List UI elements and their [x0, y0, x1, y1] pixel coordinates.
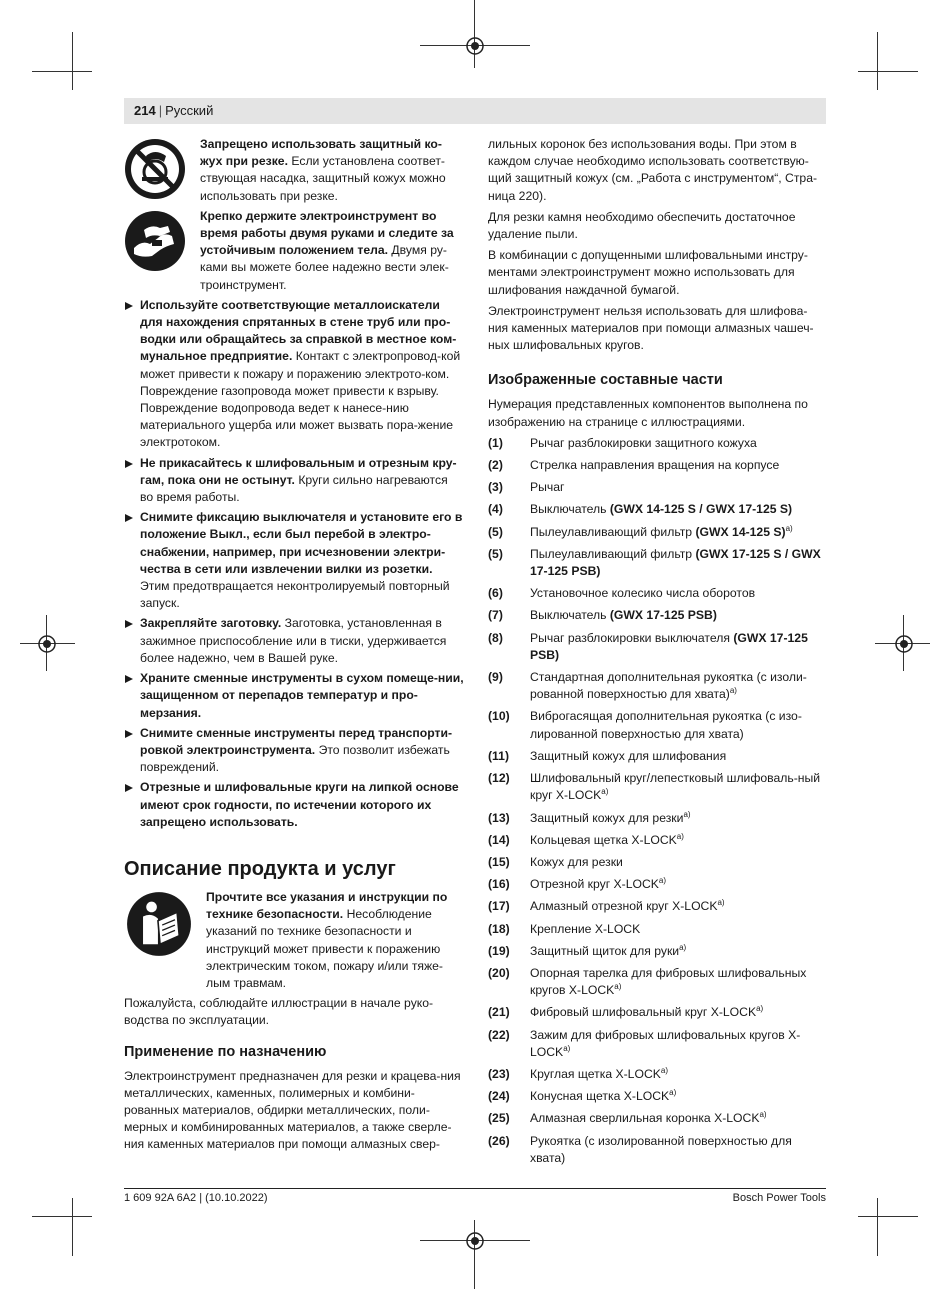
bullet-bold-text: Снимите фиксацию выключателя и установите его в положение Выкл., если был перебой в электро-снабжении, например, при исчезновении электри-чества в сети или извлечении вилки из розетки. — [140, 510, 463, 576]
component-model: (GWX 17-125 PSB) — [609, 608, 717, 623]
component-item — [488, 748, 826, 765]
list-item — [124, 670, 464, 722]
bullet-text: Этим предотвращается неконтролируемый повторный запуск. — [140, 579, 450, 611]
component-label — [530, 770, 826, 804]
component-item — [488, 876, 826, 893]
footnote-marker: a) — [669, 1088, 677, 1098]
registration-mark-icon — [35, 632, 59, 656]
component-item — [488, 435, 826, 452]
list-item — [124, 455, 464, 507]
component-text: Выключатель — [530, 608, 610, 623]
warning-two-hands — [124, 208, 464, 294]
component-label — [530, 708, 826, 742]
component-text: Пылеулавливающий фильтр — [530, 524, 696, 539]
component-number: (12) — [488, 771, 510, 786]
bullet-bold-text: Закрепляйте заготовку. — [140, 616, 282, 631]
component-item — [488, 457, 826, 474]
component-number: (21) — [488, 1005, 510, 1020]
list-item — [124, 725, 464, 777]
component-text: Защитный щиток для руки — [530, 943, 680, 958]
component-item — [488, 770, 826, 804]
component-text: Стандартная дополнительная рукоятка (с изоли-рованной поверхностью для хвата) — [530, 670, 807, 702]
footnote-marker: a) — [717, 898, 725, 908]
component-text: Фибровый шлифовальный круг X-LOCK — [530, 1005, 757, 1020]
component-label — [530, 435, 826, 452]
footer-rule — [124, 1188, 826, 1189]
footer-brand: Bosch Power Tools — [732, 1192, 826, 1204]
list-item — [124, 779, 464, 831]
component-model: (GWX 17-125 S / GWX 17-125 PSB) — [530, 546, 821, 579]
component-label — [530, 501, 826, 518]
component-number: (7) — [488, 608, 503, 623]
component-number: (4) — [488, 502, 503, 517]
component-item — [488, 943, 826, 960]
bullet-text: Это позволит избежать повреждений. — [140, 742, 450, 775]
component-number: (5) — [488, 546, 503, 561]
component-label — [530, 669, 826, 703]
component-number: (8) — [488, 630, 503, 645]
footnote-marker: a) — [729, 686, 737, 696]
component-number: (11) — [488, 748, 510, 763]
footnote-marker: a) — [676, 831, 684, 841]
component-label — [530, 1066, 826, 1083]
component-item — [488, 501, 826, 518]
component-number: (19) — [488, 943, 510, 958]
bullet-bold-text: Не прикасайтесь к шлифовальным и отрезным кру-гам, пока они не остынут. — [140, 455, 457, 487]
crop-mark — [32, 1216, 92, 1217]
footnote-marker: a) — [756, 1004, 764, 1014]
registration-mark-icon — [892, 632, 916, 656]
footnote-marker: a) — [601, 787, 609, 797]
bullet-bold-text: Используйте соответствующие металлоискатели для нахождения спрятанных в стене труб или про-водки или обращайтесь за справкой в местное ком-мунальное предприятие. — [140, 297, 457, 364]
footnote-marker: a) — [658, 876, 667, 886]
component-text: Рукоятка (с изолированной поверхностью для хвата) — [530, 1133, 792, 1165]
components-title: Изображенные составные части — [488, 372, 723, 389]
component-text: Защитный кожух для шлифования — [530, 748, 727, 763]
component-label — [530, 832, 826, 849]
component-number: (24) — [488, 1089, 510, 1104]
component-label — [530, 1027, 826, 1061]
component-item — [488, 810, 826, 827]
component-item — [488, 921, 826, 938]
component-number: (14) — [488, 832, 510, 847]
footer-doc-id: 1 609 92A 6A2 | (10.10.2022) — [124, 1192, 268, 1204]
component-model: (GWX 14-125 S) — [695, 524, 786, 539]
component-text: Рычаг разблокировки выключателя — [530, 630, 734, 645]
read-manual-icon — [126, 891, 192, 957]
component-item — [488, 669, 826, 703]
paragraph: Электроинструмент нельзя использовать для шлифова-ния каменных материалов при помощи алмазных чашеч-ных шлифовальных кругов. — [488, 303, 814, 353]
footnote-marker: a) — [785, 523, 793, 533]
component-item — [488, 1027, 826, 1061]
bullet-text: Контакт с электропровод-кой может привести к пожару и поражению электрото-ком. Повреждение газопровода может привести к взрыву. Повреждение водопровода ведет к нанесе-нию материального ущерба или может вызвать пора-жение электротоком. — [140, 349, 461, 450]
list-item — [124, 615, 464, 667]
component-label — [530, 1133, 826, 1167]
footnote-marker: a) — [660, 1065, 668, 1075]
component-text: Зажим для фибровых шлифовальных кругов X-LOCK — [530, 1027, 801, 1059]
component-item — [488, 1133, 826, 1167]
intended-use-title: Применение по назначению — [124, 1043, 327, 1060]
page-number: 214 — [134, 103, 156, 118]
registration-mark-icon — [463, 1229, 487, 1253]
footnote-marker: a) — [563, 1043, 571, 1053]
component-model: (GWX 14-125 S / GWX 17-125 S) — [609, 502, 793, 517]
component-number: (13) — [488, 810, 510, 825]
bullet-bold-text: Храните сменные инструменты в сухом помеще-нии, защищенном от перепадов температур и про-мерзания. — [140, 671, 464, 720]
footnote-marker: a) — [614, 982, 622, 992]
component-item — [488, 585, 826, 602]
component-item — [488, 546, 826, 580]
component-text: Кольцевая щетка X-LOCK — [530, 832, 677, 847]
component-item — [488, 854, 826, 871]
component-text: Отрезной круг X-LOCK — [530, 877, 659, 892]
component-text: Алмазная сверлильная коронка X-LOCK — [530, 1111, 760, 1126]
component-number: (17) — [488, 899, 510, 914]
component-label — [530, 479, 826, 496]
bullet-text: Круги сильно нагреваются во время работы. — [140, 472, 448, 505]
list-item — [124, 509, 464, 612]
right-column — [488, 136, 826, 1172]
warning-text: Двумя ру-ками вы можете более надежно вести элек-троинструмент. — [200, 243, 449, 292]
component-item — [488, 965, 826, 999]
component-label — [530, 1110, 826, 1127]
read-instructions-text: Несоблюдение указаний по технике безопасности и инструкций может привести к поражению электрическим током, пожару и/или тяже-лым травмам. — [206, 907, 443, 990]
warning-bold-text: Крепко держите электроинструмент во время работы двумя руками и следите за устойчивым положением тела. — [200, 208, 454, 258]
component-item — [488, 1088, 826, 1105]
crop-mark — [858, 71, 918, 72]
component-text: Стрелка направления вращения на корпусе — [530, 458, 780, 473]
component-item — [488, 1004, 826, 1021]
paragraph: Для резки камня необходимо обеспечить достаточное удаление пыли. — [488, 209, 796, 242]
component-label — [530, 810, 826, 827]
crop-mark — [72, 1198, 73, 1256]
warning-text: Если установлена соответ-ствующая насадка, защитный кожух можно использовать при резке. — [200, 154, 446, 203]
component-item — [488, 479, 826, 496]
component-text: Шлифовальный круг/лепестковый шлифоваль-ный круг X-LOCK — [530, 771, 821, 803]
component-item — [488, 708, 826, 742]
component-item — [488, 1110, 826, 1127]
continuation-text: лильных коронок без использования воды. При этом в каждом случае необходимо использовать соответствую-щий защитный кожух (см. „Работа с инструментом“, Стра-ница 220). — [488, 137, 818, 203]
component-text: Защитный кожух для резки — [530, 810, 684, 825]
component-text: Опорная тарелка для фибровых шлифовальных кругов X-LOCK — [530, 965, 807, 998]
language-label: Русский — [165, 103, 214, 118]
component-number: (2) — [488, 458, 503, 473]
component-item — [488, 898, 826, 915]
component-label — [530, 898, 826, 915]
left-column — [124, 136, 464, 1158]
component-label — [530, 457, 826, 474]
component-number: (10) — [488, 709, 510, 724]
component-item — [488, 832, 826, 849]
component-number: (22) — [488, 1027, 510, 1042]
component-text: Крепление X-LOCK — [530, 921, 641, 936]
component-model: (GWX 17-125 PSB) — [530, 630, 808, 662]
component-number: (23) — [488, 1066, 510, 1081]
crop-mark — [72, 32, 73, 90]
section-title: Описание продукта и услуг — [124, 857, 396, 880]
component-number: (3) — [488, 480, 503, 495]
crop-mark — [877, 32, 878, 90]
registration-mark-icon — [463, 34, 487, 58]
component-label — [530, 546, 826, 580]
component-text: Алмазный отрезной круг X-LOCK — [530, 899, 718, 914]
component-number: (20) — [488, 965, 510, 980]
component-item — [488, 524, 826, 541]
component-label — [530, 585, 826, 602]
component-label — [530, 921, 826, 938]
bullet-text: Заготовка, установленная в зажимное приспособление или в тиски, удерживается более надежно, чем в Вашей руке. — [140, 616, 447, 665]
component-item — [488, 1066, 826, 1083]
component-text: Пылеулавливающий фильтр — [530, 546, 696, 561]
component-text: Виброгасящая дополнительная рукоятка (с изо-лированной поверхностью для хвата) — [530, 709, 802, 741]
page-header — [124, 98, 826, 124]
component-label — [530, 1088, 826, 1105]
component-label — [530, 524, 826, 541]
list-item — [124, 297, 464, 452]
components-list — [488, 435, 826, 1167]
component-label — [530, 607, 826, 624]
crop-mark — [858, 1216, 918, 1217]
intended-use-text: Электроинструмент предназначен для резки и крацева-ния металлических, каменных, полимерных и комбини-рованных материалов, обдирки металлических, поли-мерных и комбинированных материалов, а также сверле-ния каменных материалов при помощи алмазных свер- — [124, 1068, 461, 1152]
illustrations-note: Пожалуйста, соблюдайте иллюстрации в начале руко-водства по эксплуатации. — [124, 996, 434, 1028]
components-intro: Нумерация представленных компонентов выполнена по изображению на странице с иллюстрациями. — [488, 397, 808, 429]
no-guard-cutting-icon — [124, 138, 186, 200]
component-text: Кожух для резки — [530, 854, 623, 869]
component-number: (9) — [488, 670, 503, 685]
component-item — [488, 607, 826, 624]
component-label — [530, 1004, 826, 1021]
component-number: (6) — [488, 586, 503, 601]
two-hands-grip-icon — [124, 210, 186, 272]
warning-no-guard — [124, 136, 464, 205]
component-label — [530, 965, 826, 999]
component-number: (1) — [488, 435, 503, 450]
page-header-text: 214 | Русский — [134, 103, 214, 118]
footnote-marker: a) — [683, 809, 691, 819]
component-label — [530, 748, 826, 765]
crop-mark — [877, 1198, 878, 1256]
footnote-marker: a) — [679, 942, 687, 952]
read-instructions-block — [126, 889, 464, 992]
component-number: (25) — [488, 1111, 510, 1126]
component-item — [488, 630, 826, 664]
component-label — [530, 630, 826, 664]
component-text: Круглая щетка X-LOCK — [530, 1066, 661, 1081]
component-text: Рычаг разблокировки защитного кожуха — [530, 435, 757, 450]
crop-mark — [32, 71, 92, 72]
component-number: (18) — [488, 921, 510, 936]
component-text: Рычаг — [530, 480, 565, 495]
component-number: (26) — [488, 1133, 510, 1148]
component-label — [530, 943, 826, 960]
bullet-bold-text: Снимите сменные инструменты перед транспорти-ровкой электроинструмента. — [140, 725, 453, 757]
component-text: Выключатель — [530, 502, 610, 517]
component-label — [530, 876, 826, 893]
footnote-marker: a) — [759, 1110, 767, 1120]
component-number: (16) — [488, 877, 510, 892]
component-label — [530, 854, 826, 871]
read-instructions-bold: Прочтите все указания и инструкции по технике безопасности. — [206, 889, 448, 922]
component-text: Конусная щетка X-LOCK — [530, 1089, 670, 1104]
bullet-bold-text: Отрезные и шлифовальные круги на липкой основе имеют срок годности, по истечении которого их запрещено использовать. — [140, 780, 459, 829]
component-number: (15) — [488, 854, 510, 869]
paragraph: В комбинации с допущенными шлифовальными инстру-ментами электроинструмент можно использовать для шлифования наждачной бумагой. — [488, 248, 808, 297]
component-text: Установочное колесико числа оборотов — [530, 586, 756, 601]
warning-bold-text: Запрещено использовать защитный ко-жух при резке. — [200, 137, 442, 169]
component-number: (5) — [488, 524, 503, 539]
